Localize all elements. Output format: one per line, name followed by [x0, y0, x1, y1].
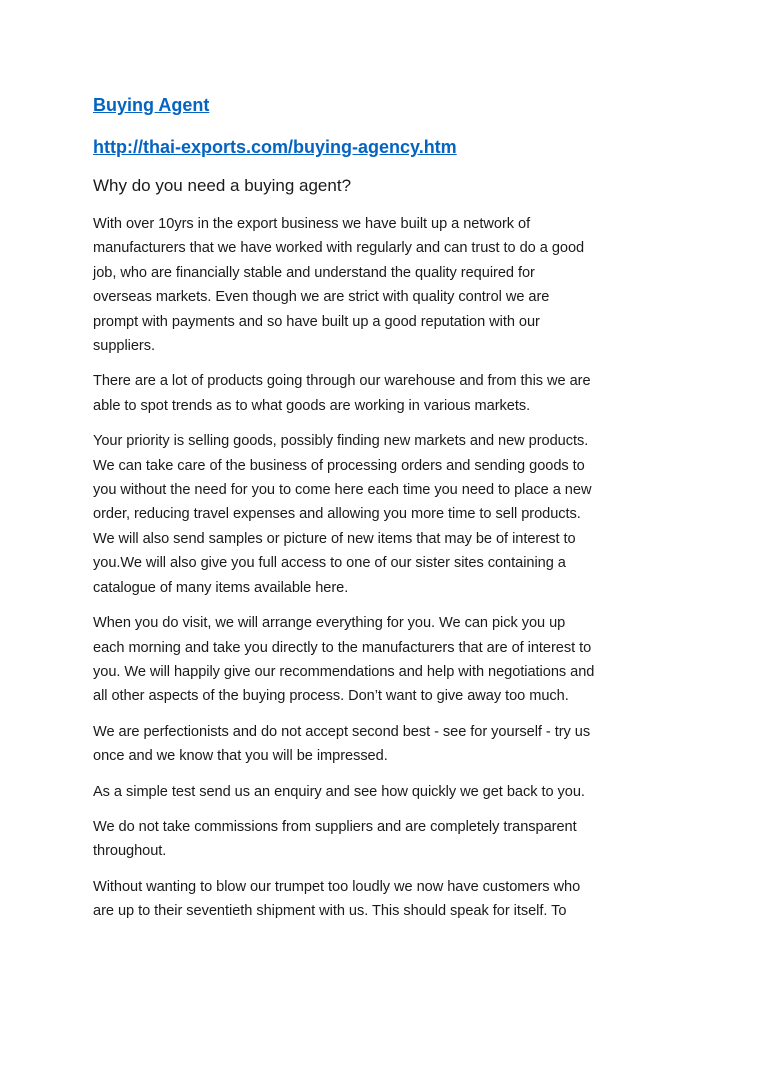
- body-paragraph: [93, 720, 683, 769]
- paragraph-line: suppliers.: [93, 338, 155, 355]
- body-paragraph: [93, 369, 683, 418]
- paragraph-line: all other aspects of the buying process. Don’t want to give away too much.: [93, 688, 569, 705]
- paragraph-line: are up to their seventieth shipment with us. This should speak for itself. To: [93, 903, 567, 920]
- body-paragraph: [93, 875, 683, 924]
- paragraph-line: There are a lot of products going through our warehouse and from this we are: [93, 373, 591, 390]
- paragraph-line: order, reducing travel expenses and allowing you more time to sell products.: [93, 506, 581, 523]
- paragraph-line: As a simple test send us an enquiry and see how quickly we get back to you.: [93, 783, 585, 800]
- paragraph-line: When you do visit, we will arrange everything for you. We can pick you up: [93, 615, 566, 632]
- paragraph-line: Your priority is selling goods, possibly finding new markets and new products.: [93, 433, 589, 450]
- body-paragraph: [93, 815, 683, 864]
- paragraph-line: throughout.: [93, 843, 167, 860]
- body-paragraph: [93, 780, 683, 804]
- paragraph-line: Without wanting to blow our trumpet too loudly we now have customers who: [93, 878, 581, 895]
- title-link[interactable]: Buying Agent: [93, 95, 210, 115]
- paragraph-line: you without the need for you to come here each time you need to place a new: [93, 482, 592, 499]
- paragraph-line: you.We will also give you full access to one of our sister sites containing a: [93, 555, 566, 572]
- url-link[interactable]: http://thai-exports.com/buying-agency.htm: [93, 137, 457, 157]
- paragraph-line: you. We will happily give our recommendations and help with negotiations and: [93, 663, 595, 680]
- paragraph-line: We will also send samples or picture of new items that may be of interest to: [93, 530, 576, 547]
- paragraph-line: catalogue of many items available here.: [93, 579, 349, 596]
- paragraph-line: able to spot trends as to what goods are working in various markets.: [93, 397, 531, 414]
- paragraph-line: We can take care of the business of processing orders and sending goods to: [93, 457, 585, 474]
- paragraph-line: prompt with payments and so have built up a good reputation with our: [93, 313, 540, 330]
- body-paragraph: [93, 429, 683, 600]
- paragraph-line: job, who are financially stable and understand the quality required for: [93, 264, 535, 281]
- paragraph-list: [93, 212, 683, 924]
- paragraph-line: manufacturers that we have worked with regularly and can trust to do a good: [93, 240, 585, 257]
- body-paragraph: [93, 212, 683, 358]
- paragraph-line: each morning and take you directly to the manufacturers that are of interest to: [93, 639, 592, 656]
- paragraph-line: once and we know that you will be impressed.: [93, 748, 388, 765]
- paragraph-line: overseas markets. Even though we are strict with quality control we are: [93, 289, 550, 306]
- body-paragraph: [93, 611, 683, 709]
- paragraph-line: We are perfectionists and do not accept second best - see for yourself - try us: [93, 723, 591, 740]
- paragraph-line: We do not take commissions from suppliers and are completely transparent: [93, 818, 577, 835]
- section-question: Why do you need a buying agent?: [93, 176, 352, 195]
- document-body: [93, 92, 683, 935]
- paragraph-line: With over 10yrs in the export business we have built up a network of: [93, 216, 531, 232]
